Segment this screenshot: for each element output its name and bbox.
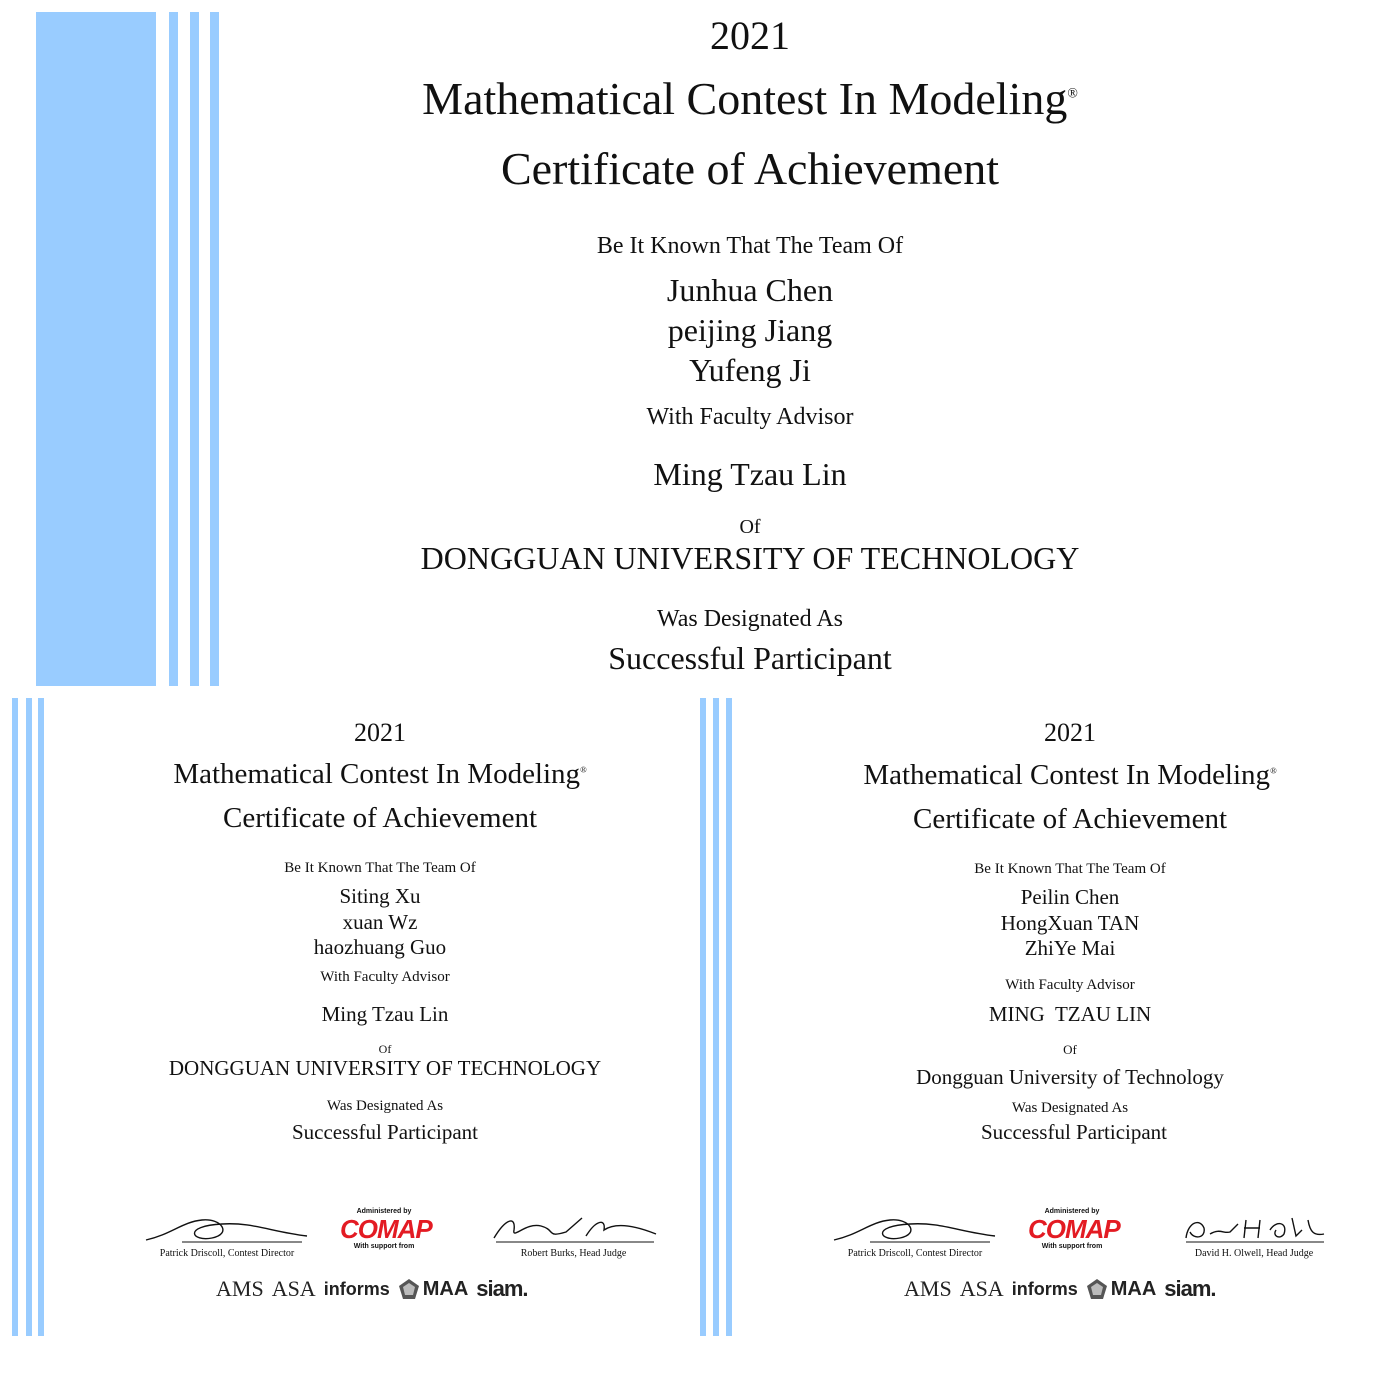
team-member: Peilin Chen (1020, 885, 1120, 909)
institution: DONGGUAN UNIVERSITY OF TECHNOLOGY (420, 540, 1080, 576)
advisor-line: With Faculty Advisor (1005, 977, 1135, 993)
decor-stripe (700, 698, 706, 1336)
decor-stripe (726, 698, 732, 1336)
team-member: ZhiYe Mai (1024, 936, 1116, 960)
decor-stripe (36, 12, 156, 686)
decor-stripe (12, 698, 18, 1336)
of-line: Of (1063, 1042, 1077, 1057)
maa-logo: MAA (398, 1278, 469, 1301)
support-from: With support from (1041, 1243, 1103, 1250)
comap-wordmark: COMAP (340, 1214, 432, 1244)
ams-logo: AMS (904, 1276, 952, 1301)
director-caption: Patrick Driscoll, Contest Director (847, 1248, 983, 1259)
judge-caption: David H. Olwell, Head Judge (1194, 1248, 1314, 1259)
designation: Successful Participant (980, 1120, 1168, 1144)
decor-stripe (38, 698, 44, 1336)
certificate-subtitle: Certificate of Achievement (912, 803, 1228, 835)
decor-stripe (190, 12, 199, 686)
administered-by: Administered by (1044, 1208, 1100, 1215)
known-line: Be It Known That The Team Of (974, 861, 1166, 877)
contest-title: Mathematical Contest In Modeling® (173, 758, 587, 790)
known-line: Be It Known That The Team Of (284, 860, 476, 876)
team-member: xuan Wz (342, 910, 418, 934)
siam-logo: siam. (476, 1276, 528, 1301)
institution: DONGGUAN UNIVERSITY OF TECHNOLOGY (168, 1056, 602, 1080)
certificate-year: 2021 (354, 718, 406, 747)
director-signature (142, 1212, 312, 1259)
team-member: Junhua Chen (666, 272, 834, 308)
sponsor-logos (904, 1276, 1216, 1302)
maa-icon (398, 1278, 420, 1300)
certificate-year: 2021 (1044, 718, 1096, 747)
comap-wordmark: COMAP (1028, 1214, 1120, 1244)
contest-title: Mathematical Contest In Modeling® (863, 759, 1277, 791)
designation: Successful Participant (608, 640, 892, 676)
judge-signature (1180, 1212, 1328, 1259)
informs-logo: informs (1011, 1278, 1078, 1299)
decor-stripe (713, 698, 719, 1336)
administered-by: Administered by (356, 1208, 412, 1215)
contest-title: Mathematical Contest In Modeling® (422, 73, 1078, 124)
team-member: haozhuang Guo (313, 935, 447, 959)
of-line: Of (739, 516, 761, 538)
ams-logo: AMS (216, 1276, 264, 1301)
certificate-subtitle: Certificate of Achievement (222, 802, 538, 834)
team-member: HongXuan TAN (1000, 911, 1140, 935)
team-member: peijing Jiang (667, 312, 833, 348)
advisor-name: MING TZAU LIN (988, 1002, 1152, 1026)
decor-stripe (26, 698, 32, 1336)
decor-stripe (210, 12, 219, 686)
institution: Dongguan University of Technology (916, 1065, 1224, 1089)
advisor-line: With Faculty Advisor (320, 969, 450, 985)
designated-line: Was Designated As (656, 606, 844, 632)
known-line: Be It Known That The Team Of (596, 233, 904, 259)
director-signature (830, 1212, 1000, 1259)
asa-logo: ASA (959, 1276, 1004, 1301)
judge-signature (486, 1212, 661, 1259)
sponsor-logos (216, 1276, 528, 1302)
decor-stripe (169, 12, 178, 686)
maa-icon (1086, 1278, 1108, 1300)
advisor-name: Ming Tzau Lin (321, 1002, 449, 1026)
maa-logo: MAA (1086, 1278, 1157, 1301)
asa-logo: ASA (271, 1276, 316, 1301)
designation: Successful Participant (291, 1120, 479, 1144)
certificate-1 (380, 0, 1120, 690)
support-from: With support from (353, 1243, 415, 1250)
designated-line: Was Designated As (1011, 1100, 1129, 1116)
advisor-line: With Faculty Advisor (646, 404, 854, 430)
designated-line: Was Designated As (326, 1098, 444, 1114)
certificate-year: 2021 (710, 13, 790, 58)
siam-logo: siam. (1164, 1276, 1216, 1301)
judge-caption: Robert Burks, Head Judge (520, 1248, 627, 1259)
comap-logo (340, 1208, 432, 1250)
director-caption: Patrick Driscoll, Contest Director (159, 1248, 295, 1259)
of-line: Of (378, 1042, 392, 1056)
team-member: Siting Xu (339, 884, 421, 908)
informs-logo: informs (323, 1278, 390, 1299)
comap-logo (1028, 1208, 1120, 1250)
certificate-subtitle: Certificate of Achievement (500, 143, 1000, 194)
advisor-name: Ming Tzau Lin (653, 456, 847, 492)
team-member: Yufeng Ji (689, 352, 811, 388)
